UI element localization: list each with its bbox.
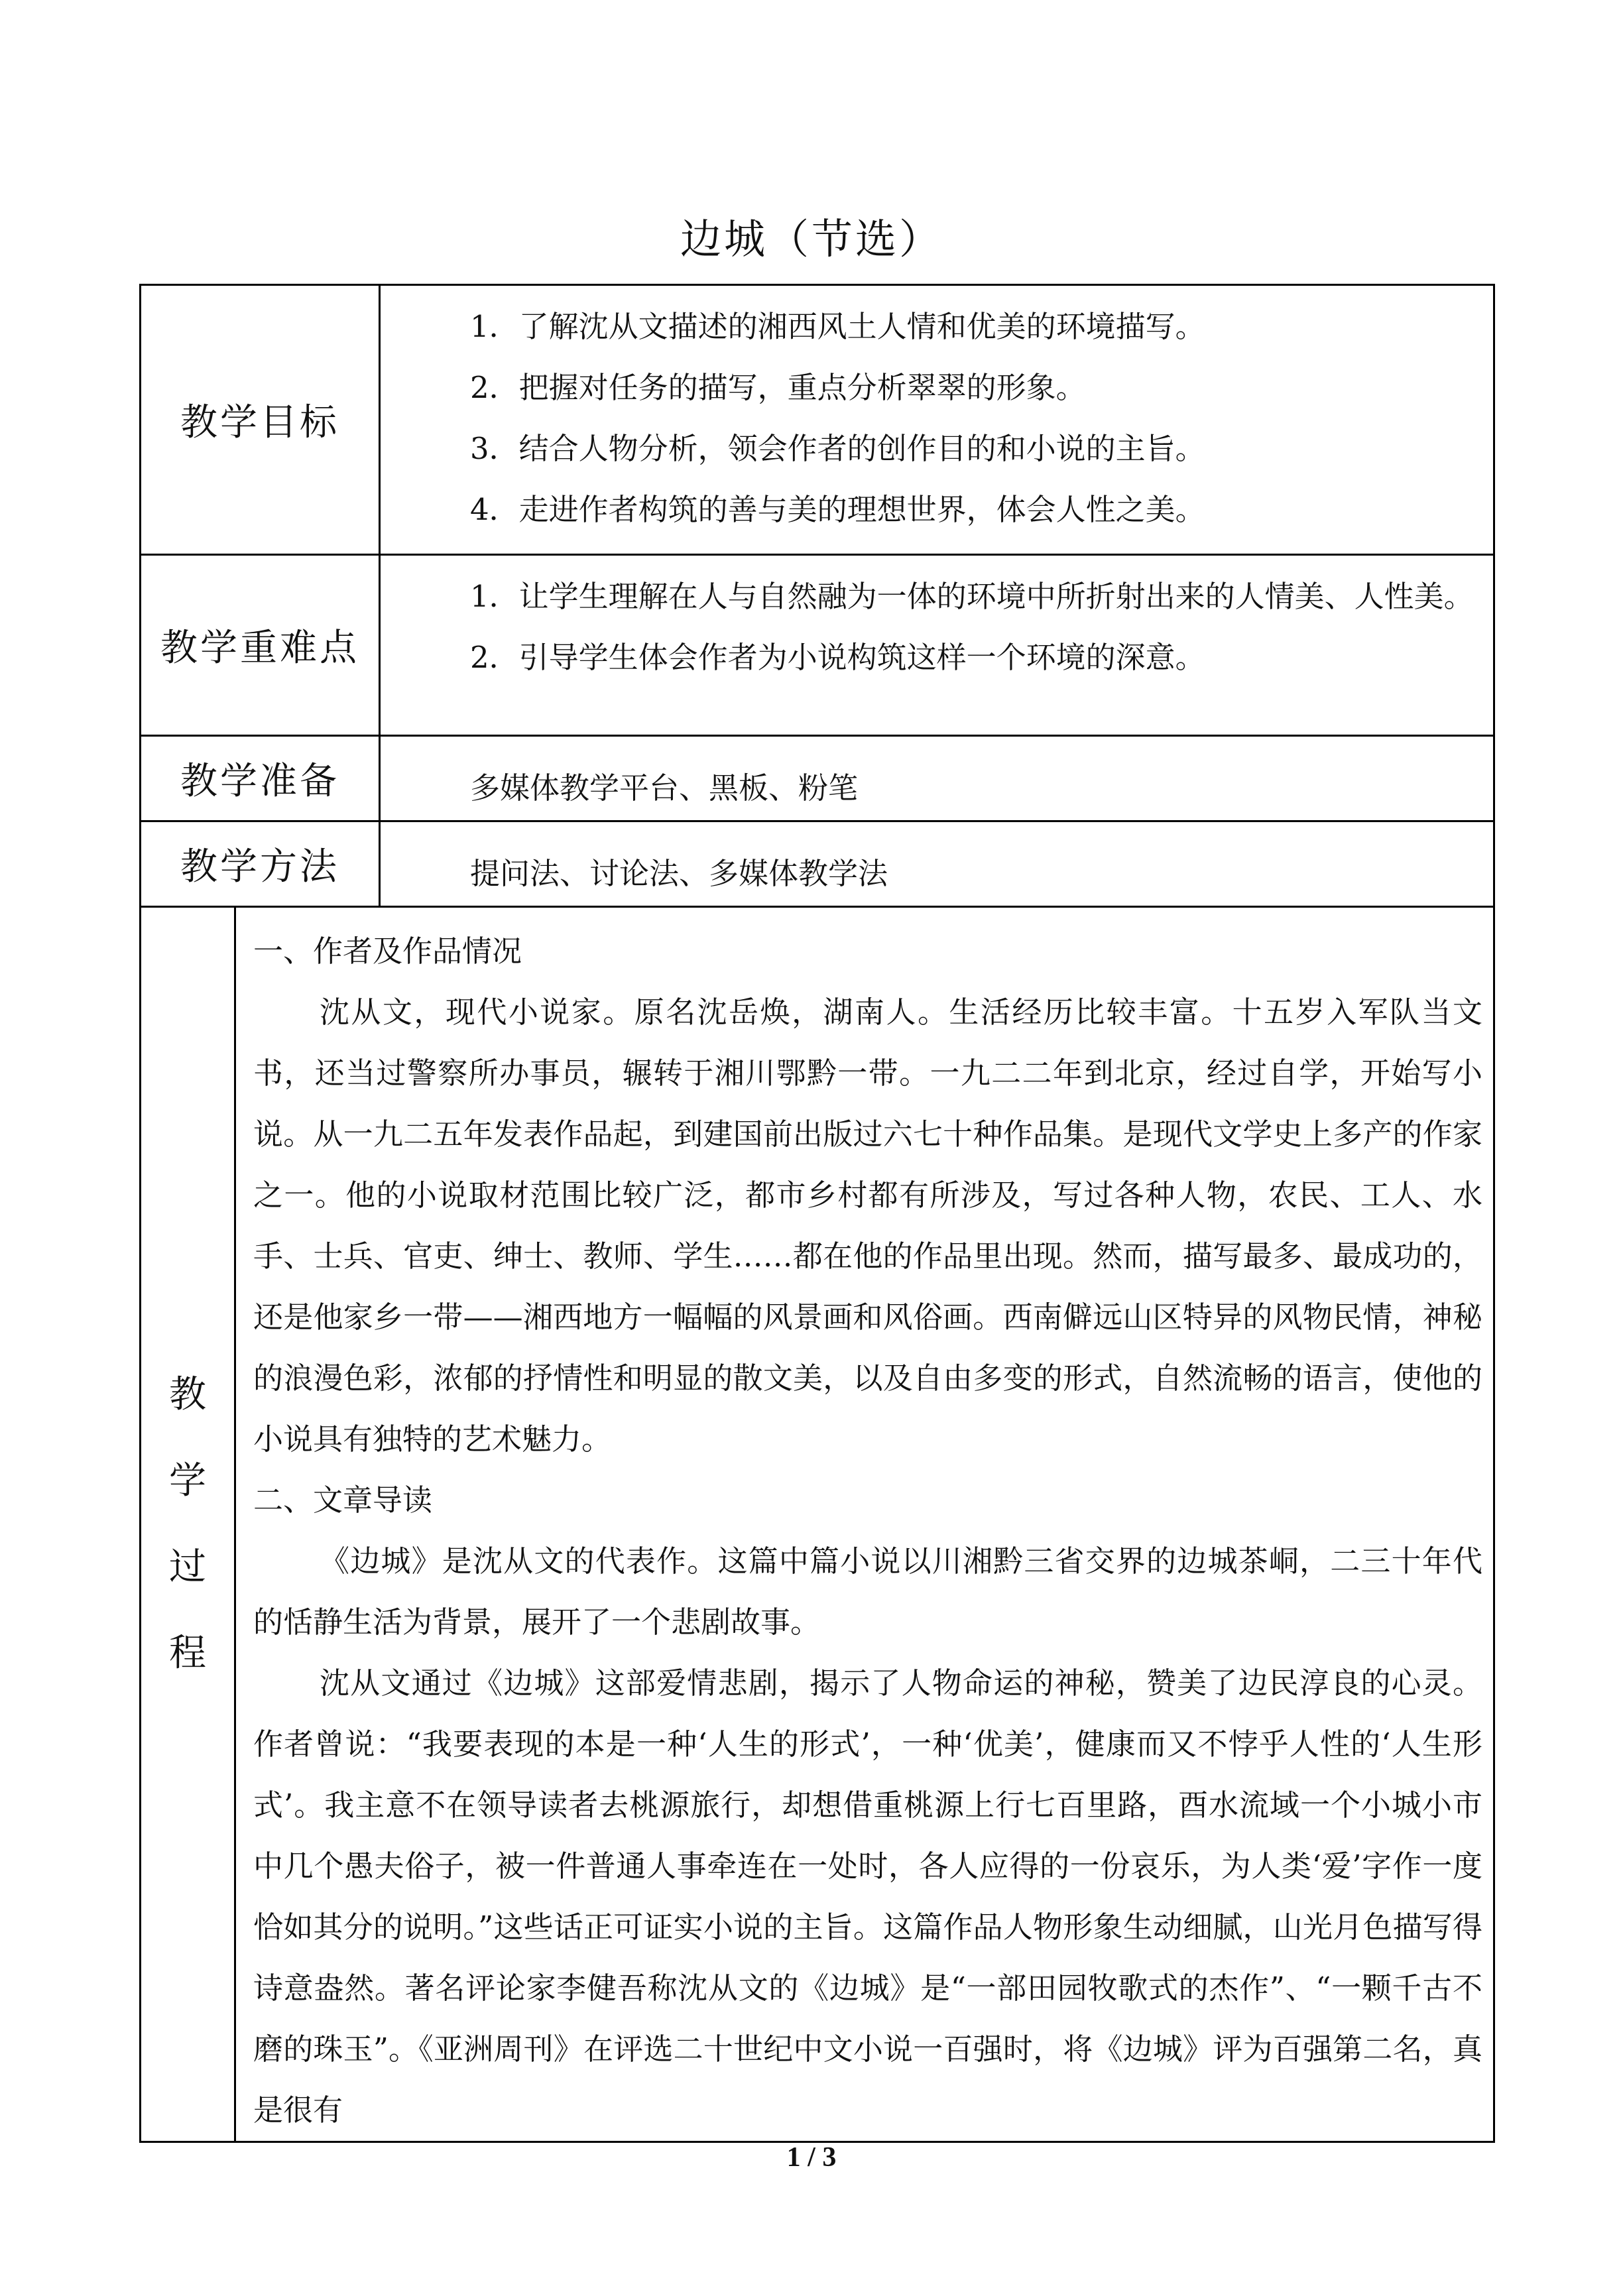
page-title: 边城（节选） (680, 215, 943, 263)
process-content (235, 907, 1494, 2142)
objective-item: 3．结合人物分析，领会作者的创作目的和小说的主旨。 (470, 431, 1205, 466)
section-heading: 二、文章导读 (253, 1482, 433, 1518)
methods-row (141, 821, 1494, 907)
key-point-item: 1．让学生理解在人与自然融为一体的环境中所折射出来的人情美、人性美。 (470, 579, 1474, 614)
section-heading: 一、作者及作品情况 (253, 934, 522, 969)
objective-item: 4．走进作者构筑的善与美的理想世界，体会人性之美。 (470, 492, 1205, 527)
objective-item: 1．了解沈从文描述的湘西风土人情和优美的环境描写。 (470, 309, 1205, 344)
objectives-content (380, 285, 1494, 555)
key-points-content (380, 555, 1494, 736)
author-paragraph: 沈从文，现代小说家。原名沈岳焕，湖南人。生活经历比较丰富。十五岁入军队当文书，还当过警察所办事员，辗转于湘川鄂黔一带。一九二二年到北京，经过自学，开始写小说。从一九二五年发表作品起，到建国前出版过六七十种作品集。是现代文学史上多产的作家之一。他的小说取材范围比较广泛，都市乡村都有所涉及，写过各种人物，农民、工人、水手、士兵、官吏、绅士、教师、学生……都在他的作品里出现。然而，描写最多、最成功的，还是他家乡一带——湘西地方一幅幅的风景画和风俗画。西南僻远山区特异的风物民情，神秘的浪漫色彩，浓郁的抒情性和明显的散文美，以及自由多变的形式，自然流畅的语言，使他的小说具有独特的艺术魅力。 (253, 995, 1482, 1457)
process-label-char: 程 (169, 1632, 206, 1675)
process-label (141, 907, 235, 2142)
preparation-row (141, 736, 1494, 821)
process-label-char: 教 (169, 1373, 206, 1416)
key-point-item: 2．引导学生体会作者为小说构筑这样一个环境的深意。 (470, 640, 1205, 675)
guide-paragraph: 《边城》是沈从文的代表作。这篇中篇小说以川湘黔三省交界的边城茶峒，二三十年代的恬静生活为背景，展开了一个悲剧故事。 (253, 1543, 1482, 1640)
objective-item: 2．把握对任务的描写，重点分析翠翠的形象。 (470, 370, 1086, 405)
process-label-char: 过 (169, 1545, 206, 1589)
preparation-label: 教学准备 (141, 736, 380, 821)
objectives-label: 教学目标 (141, 285, 380, 555)
methods-label: 教学方法 (141, 821, 380, 907)
lesson-plan-table (139, 284, 1495, 2143)
process-row (141, 907, 1494, 2142)
process-label-char: 学 (169, 1459, 206, 1502)
page-number: 1 / 3 (786, 2142, 837, 2173)
guide-paragraph: 沈从文通过《边城》这部爱情悲剧，揭示了人物命运的神秘，赞美了边民淳良的心灵。作者曾说：“我要表现的本是一种‘人生的形式’，一种‘优美’，健康而又不悖乎人性的‘人生形式’。我主意不在领导读者去桃源旅行，却想借重桃源上行七百里路，酉水流域一个小城小市中几个愚夫俗子，被一件普通人事牵连在一处时，各人应得的一份哀乐，为人类‘爱’字作一度恰如其分的说明。”这些话正可证实小说的主旨。这篇作品人物形象生动细腻，山光月色描写得诗意盎然。著名评论家李健吾称沈从文的《边城》是“一部田园牧歌式的杰作”、“一颗千古不磨的珠玉”。《亚洲周刊》在评选二十世纪中文小说一百强时，将《边城》评为百强第二名，真是很有 (253, 1665, 1482, 2128)
objectives-row (141, 285, 1494, 555)
key-points-row (141, 555, 1494, 736)
methods-content: 提问法、讨论法、多媒体教学法 (380, 821, 1494, 907)
preparation-content: 多媒体教学平台、黑板、粉笔 (380, 736, 1494, 821)
key-points-label: 教学重难点 (141, 555, 380, 736)
